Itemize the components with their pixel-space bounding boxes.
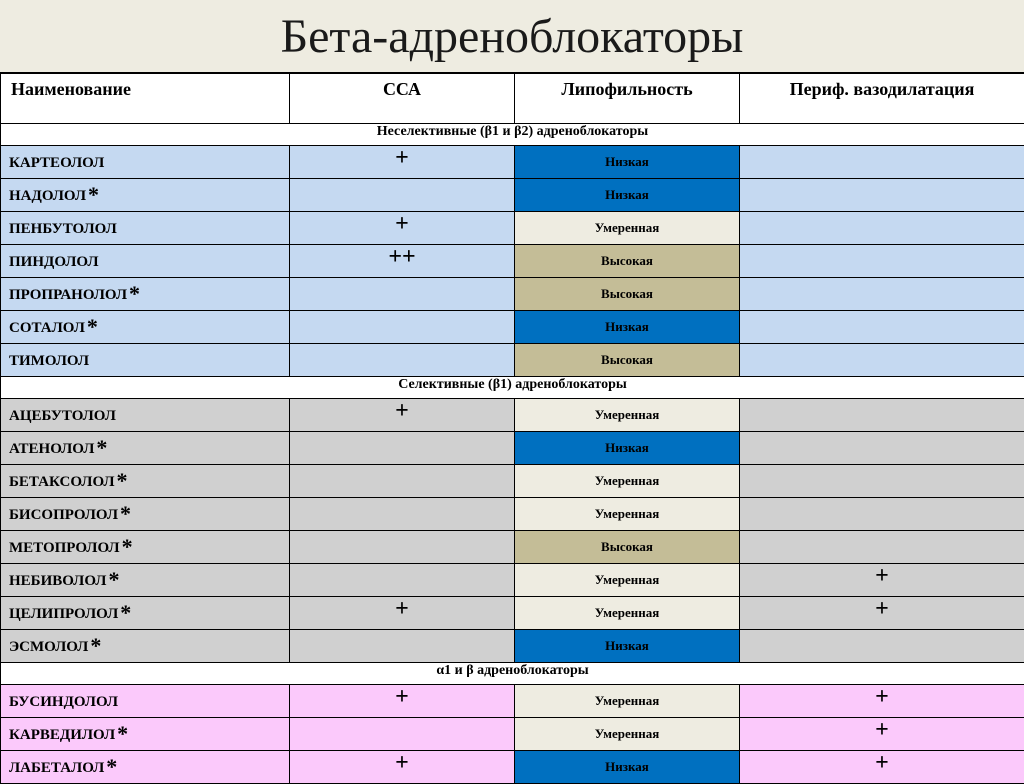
drug-note-asterisk: * xyxy=(117,468,128,493)
drug-name-cell xyxy=(1,629,290,662)
header-row xyxy=(1,73,1024,123)
drug-name-cell xyxy=(1,145,290,178)
drug-name: БИСОПРОЛОЛ xyxy=(9,507,118,523)
lipophilicity-cell: Умеренная xyxy=(515,464,740,497)
lipophilicity-cell: Умеренная xyxy=(515,717,740,750)
drug-name-cell xyxy=(1,497,290,530)
slide-title: Бета-адреноблокаторы xyxy=(0,2,1024,72)
drug-row xyxy=(1,178,1024,211)
drug-name-cell xyxy=(1,464,290,497)
drug-row xyxy=(1,563,1024,596)
drug-note-asterisk: * xyxy=(90,633,101,658)
header-lipophilicity: Липофильность xyxy=(515,73,740,123)
group-nonselective-header-row xyxy=(1,123,1024,145)
lipophilicity-cell: Низкая xyxy=(515,145,740,178)
vasodilation-cell: + xyxy=(740,717,1024,750)
drug-note-asterisk: * xyxy=(122,534,133,559)
drug-name: ЭСМОЛОЛ xyxy=(9,639,88,655)
lipophilicity-cell: Высокая xyxy=(515,343,740,376)
drug-name-cell xyxy=(1,244,290,277)
ssa-cell xyxy=(290,343,515,376)
table-body xyxy=(1,123,1024,783)
ssa-cell xyxy=(290,530,515,563)
drug-name-cell xyxy=(1,530,290,563)
drug-row xyxy=(1,629,1024,662)
lipophilicity-cell: Умеренная xyxy=(515,596,740,629)
ssa-cell xyxy=(290,277,515,310)
drug-name: МЕТОПРОЛОЛ xyxy=(9,540,120,556)
drug-note-asterisk: * xyxy=(106,754,117,779)
drug-row xyxy=(1,277,1024,310)
lipophilicity-cell: Высокая xyxy=(515,277,740,310)
header-ssa: ССА xyxy=(290,73,515,123)
vasodilation-cell xyxy=(740,629,1024,662)
drug-name: АТЕНОЛОЛ xyxy=(9,441,94,457)
drug-name: НАДОЛОЛ xyxy=(9,188,86,204)
ssa-cell xyxy=(290,629,515,662)
lipophilicity-cell: Умеренная xyxy=(515,563,740,596)
lipophilicity-cell: Умеренная xyxy=(515,497,740,530)
vasodilation-cell xyxy=(740,178,1024,211)
ssa-cell: + xyxy=(290,398,515,431)
ssa-cell xyxy=(290,717,515,750)
vasodilation-cell xyxy=(740,497,1024,530)
vasodilation-cell: + xyxy=(740,684,1024,717)
vasodilation-cell xyxy=(740,211,1024,244)
drug-note-asterisk: * xyxy=(129,281,140,306)
vasodilation-cell: + xyxy=(740,750,1024,783)
vasodilation-cell xyxy=(740,530,1024,563)
lipophilicity-cell: Низкая xyxy=(515,178,740,211)
ssa-cell: + xyxy=(290,684,515,717)
drug-name-cell xyxy=(1,563,290,596)
drug-row xyxy=(1,684,1024,717)
drug-note-asterisk: * xyxy=(108,567,119,592)
drug-name: ПРОПРАНОЛОЛ xyxy=(9,287,127,303)
drug-note-asterisk: * xyxy=(96,435,107,460)
ssa-cell xyxy=(290,497,515,530)
header-vasodilation: Периф. вазодилатация xyxy=(740,73,1024,123)
group-selective-header-row xyxy=(1,376,1024,398)
drug-note-asterisk: * xyxy=(120,600,131,625)
drug-name-cell xyxy=(1,178,290,211)
drug-note-asterisk: * xyxy=(88,182,99,207)
beta-blockers-table xyxy=(0,72,1024,784)
drug-name: НЕБИВОЛОЛ xyxy=(9,573,106,589)
drug-name-cell xyxy=(1,684,290,717)
ssa-cell: + xyxy=(290,211,515,244)
drug-name: БЕТАКСОЛОЛ xyxy=(9,474,115,490)
lipophilicity-cell: Низкая xyxy=(515,431,740,464)
vasodilation-cell xyxy=(740,277,1024,310)
ssa-cell xyxy=(290,310,515,343)
header-name: Наименование xyxy=(1,73,290,123)
drug-row xyxy=(1,343,1024,376)
vasodilation-cell: + xyxy=(740,563,1024,596)
drug-row xyxy=(1,464,1024,497)
drug-name: БУСИНДОЛОЛ xyxy=(9,694,118,710)
drug-row xyxy=(1,596,1024,629)
drug-row xyxy=(1,310,1024,343)
drug-row xyxy=(1,398,1024,431)
drug-name: ЦЕЛИПРОЛОЛ xyxy=(9,606,118,622)
drug-name: ПЕНБУТОЛОЛ xyxy=(9,221,117,237)
drug-note-asterisk: * xyxy=(117,721,128,746)
ssa-cell: ++ xyxy=(290,244,515,277)
ssa-cell xyxy=(290,563,515,596)
drug-name-cell xyxy=(1,310,290,343)
drug-name: СОТАЛОЛ xyxy=(9,320,85,336)
vasodilation-cell: + xyxy=(740,596,1024,629)
drug-row xyxy=(1,145,1024,178)
lipophilicity-cell: Низкая xyxy=(515,750,740,783)
drug-name: ПИНДОЛОЛ xyxy=(9,254,99,270)
drug-name: КАРВЕДИЛОЛ xyxy=(9,727,115,743)
ssa-cell xyxy=(290,178,515,211)
drug-name: КАРТЕОЛОЛ xyxy=(9,155,104,171)
vasodilation-cell xyxy=(740,145,1024,178)
drug-name-cell xyxy=(1,596,290,629)
ssa-cell: + xyxy=(290,596,515,629)
drug-note-asterisk: * xyxy=(120,501,131,526)
drug-row xyxy=(1,717,1024,750)
drug-name-cell xyxy=(1,431,290,464)
drug-row xyxy=(1,530,1024,563)
group-nonselective-label: Неселективные (β1 и β2) адреноблокаторы xyxy=(1,123,1024,145)
drug-name-cell xyxy=(1,398,290,431)
drug-name-cell xyxy=(1,717,290,750)
drug-row xyxy=(1,244,1024,277)
lipophilicity-cell: Высокая xyxy=(515,244,740,277)
lipophilicity-cell: Умеренная xyxy=(515,211,740,244)
ssa-cell xyxy=(290,464,515,497)
lipophilicity-cell: Умеренная xyxy=(515,684,740,717)
vasodilation-cell xyxy=(740,431,1024,464)
ssa-cell: + xyxy=(290,145,515,178)
drug-row xyxy=(1,497,1024,530)
lipophilicity-cell: Низкая xyxy=(515,629,740,662)
lipophilicity-cell: Низкая xyxy=(515,310,740,343)
drug-name-cell xyxy=(1,343,290,376)
drug-name-cell xyxy=(1,277,290,310)
vasodilation-cell xyxy=(740,398,1024,431)
ssa-cell: + xyxy=(290,750,515,783)
drug-name: АЦЕБУТОЛОЛ xyxy=(9,408,116,424)
drug-row xyxy=(1,431,1024,464)
vasodilation-cell xyxy=(740,464,1024,497)
vasodilation-cell xyxy=(740,244,1024,277)
ssa-cell xyxy=(290,431,515,464)
drug-row xyxy=(1,211,1024,244)
lipophilicity-cell: Умеренная xyxy=(515,398,740,431)
group-alpha-beta-header-row xyxy=(1,662,1024,684)
drug-name: ЛАБЕТАЛОЛ xyxy=(9,760,104,776)
lipophilicity-cell: Высокая xyxy=(515,530,740,563)
drug-note-asterisk: * xyxy=(87,314,98,339)
drug-name: ТИМОЛОЛ xyxy=(9,353,89,369)
vasodilation-cell xyxy=(740,343,1024,376)
group-alpha-beta-label: α1 и β адреноблокаторы xyxy=(1,662,1024,684)
group-selective-label: Селективные (β1) адреноблокаторы xyxy=(1,376,1024,398)
vasodilation-cell xyxy=(740,310,1024,343)
drug-name-cell xyxy=(1,211,290,244)
